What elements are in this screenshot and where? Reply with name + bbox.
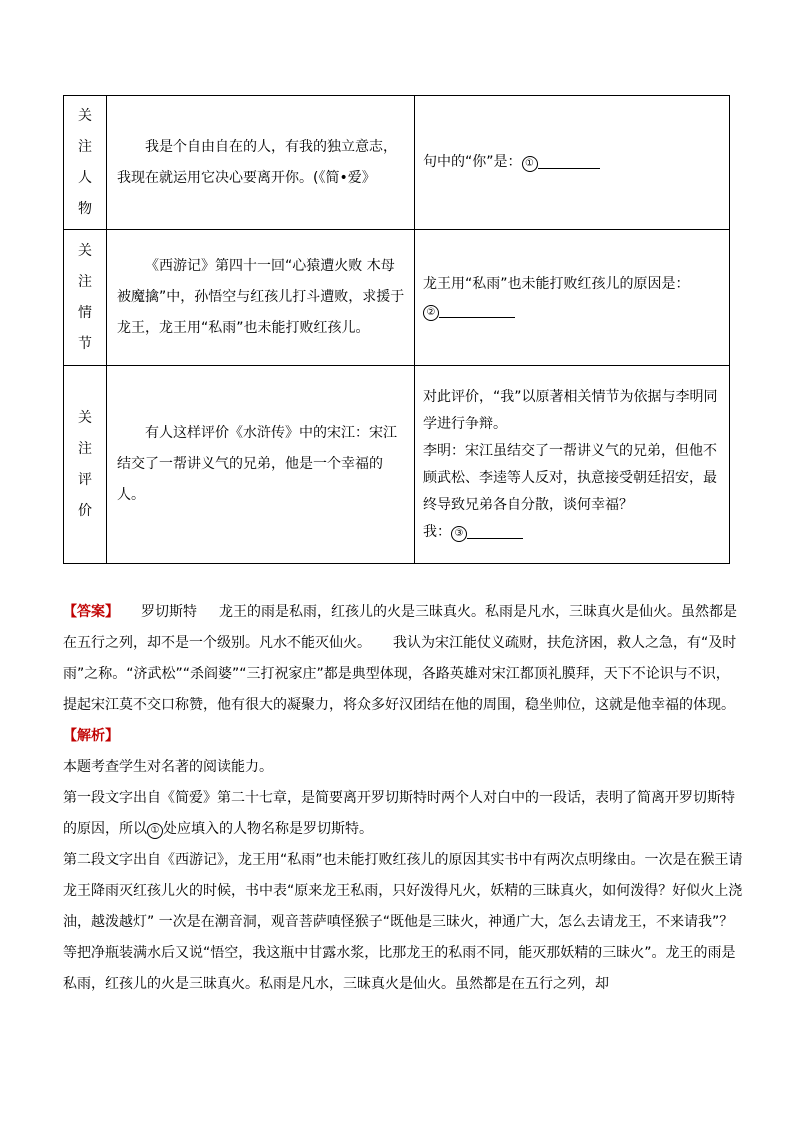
label-char: 节 [78,335,92,352]
row-label [64,230,107,366]
answer-part-2: 龙王的雨是私雨，红孩儿的火是三昧真火。私雨是凡水，三昧真火是仙火。虽然都是在五行之列，却不是一个级别。凡水不能灭仙火。 [63,604,737,651]
blank-number: ① [522,156,538,172]
row-content: 《西游记》第四十一回“心猿遭火败 木母被魔擒”中，孙悟空与红孩儿打斗遭败，求援于龙王，龙王用“私雨”也未能打败红孩儿。 [107,230,415,366]
analysis-tag-line [63,721,743,752]
label-char: 价 [78,502,92,519]
analysis-paragraph: 本题考查学生对名著的阅读能力。 [63,759,273,775]
row-content: 有人这样评价《水浒传》中的宋江：宋江结交了一帮讲义气的兄弟，他是一个幸福的人。 [107,366,415,564]
table-row [64,96,730,230]
answer-analysis-section [63,597,743,1000]
answer-line [423,298,723,325]
analysis-text: 处应填入的人物名称是罗切斯特。 [163,821,373,837]
analysis-paragraph [63,783,743,845]
blank-number: ③ [451,526,467,542]
answer-part-1: 罗切斯特 [141,604,197,620]
question-text: 李明：宋江虽结交了一帮讲义气的兄弟，但他不顾武松、李逵等人反对，执意接受朝廷招安，最终导致兄弟各自分散，谈何幸福？ [423,442,717,513]
answer-tag: 【答案】 [63,604,119,620]
label-char: 关 [78,107,92,124]
row-content: 我是个自由自在的人，有我的独立意志，我现在就运用它决心要离开你。(《简•爱》 [107,96,415,230]
table-row [64,230,730,366]
label-char: 关 [78,409,92,426]
label-char: 注 [78,138,92,155]
question-table [63,95,730,564]
row-label [64,366,107,564]
label-char: 关 [78,242,92,259]
label-char: 人 [78,169,92,186]
blank-number: ① [147,823,163,839]
answer-blank[interactable] [439,301,515,318]
question-text: 龙王用“私雨”也未能打败红孩儿的原因是： [423,275,690,292]
row-question [415,230,730,366]
answer-blank[interactable] [467,522,523,539]
row-question [415,96,730,230]
label-char: 注 [78,440,92,457]
row-question [415,366,730,564]
answer-blank[interactable] [538,152,600,169]
answer-part-3: 我认为宋江能仗义疏财，扶危济困，救人之急，有“及时雨”之称。“济武松”“杀阎婆”“三打祝家庄”都是典型体现，各路英雄对宋江都顶礼膜拜，天下不论识与不识，提起宋江莫不交口称赞，他有很大的凝聚力，将众多好汉团结在他的周围，稳坐帅位，这就是他幸福的体现。 [63,635,737,713]
analysis-paragraph: 第二段文字出自《西游记》，龙王用“私雨”也未能打败红孩儿的原因其实书中有两次点明缘由。一次是在猴王请龙王降雨灭红孩儿火的时候，书中表“原来龙王私雨，只好泼得凡火，妖精的三昧真火，如何泼得？好似火上浇油，越泼越灯” 一次是在潮音洞，观音菩萨嗔怪猴子“既他是三昧火，神通广大，怎么去请龙王，不来请我”？等把净瓶装满水后又说“悟空，我这瓶中甘露水浆，比那龙王的私雨不同，能灭那妖精的三昧火”。龙王的雨是私雨，红孩儿的火是三昧真火。私雨是凡水，三昧真火是仙火。虽然都是在五行之列，却 [63,852,743,992]
question-text: 我： [423,523,451,540]
analysis-text: 第一段文字出自《简爱》第二十七章，是简要离开罗切斯特时两个人对白中的一段话，表明了简离开罗切斯特的原因，所以 [63,790,735,837]
question-text: 句中的“你”是： [423,154,522,170]
table-row [64,366,730,564]
answer-paragraph [63,597,743,721]
row-label [64,96,107,230]
label-char: 评 [78,471,92,488]
label-char: 物 [78,200,92,217]
label-char: 注 [78,273,92,290]
blank-number: ② [423,305,439,321]
answer-line [423,519,723,546]
analysis-tag: 【解析】 [63,728,119,744]
question-text: 对此评价，“我”以原著相关情节为依据与李明同学进行争辩。 [423,388,718,432]
label-char: 情 [78,304,92,321]
